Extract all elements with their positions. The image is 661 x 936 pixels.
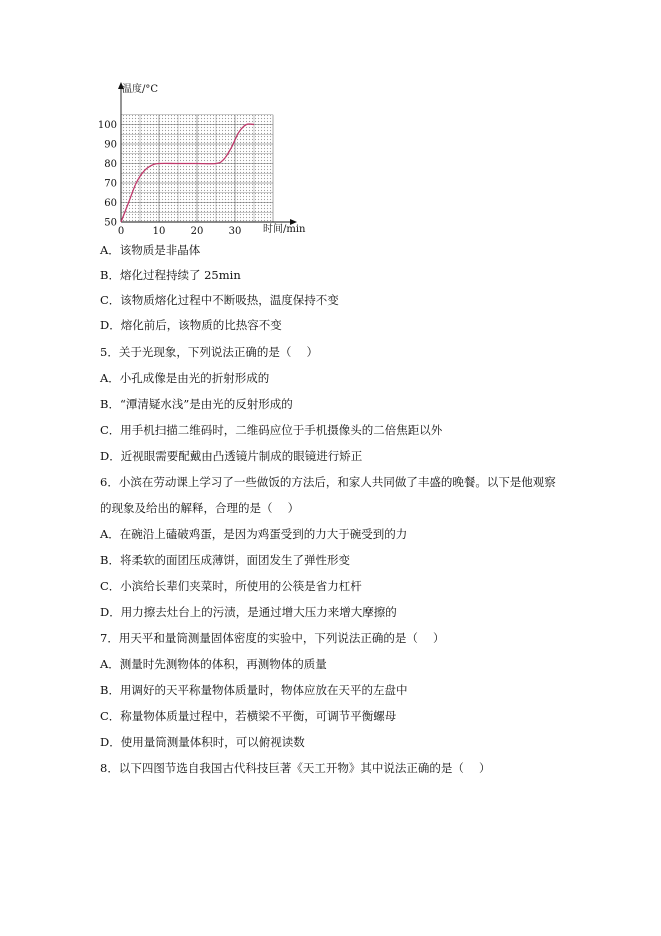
question-line: 的现象及给出的解释，合理的是（ ） (100, 501, 300, 515)
question-line: C．用手机扫描二维码时，二维码应位于手机摄像头的二倍焦距以外 (100, 423, 443, 437)
question-line: A．该物质是非晶体 (100, 243, 201, 257)
y-tick-label: 70 (104, 178, 117, 190)
y-axis-label: 温度/°C (122, 84, 159, 95)
temperature-time-chart (95, 78, 325, 238)
x-tick-label: 20 (190, 226, 204, 237)
question-line: 8．以下四图节选自我国古代科技巨著《天工开物》其中说法正确的是（ ） (100, 761, 491, 775)
question-line: D．近视眼需要配戴由凸透镜片制成的眼镜进行矫正 (100, 449, 363, 463)
question-line: 6．小滨在劳动课上学习了一些做饭的方法后，和家人共同做了丰盛的晚餐。以下是他观察 (100, 475, 556, 489)
y-tick-label: 50 (104, 217, 117, 229)
question-line: B．将柔软的面团压成薄饼，面团发生了弹性形变 (100, 553, 350, 567)
question-line: 7．用天平和量筒测量固体密度的实验中，下列说法正确的是（ ） (100, 631, 445, 645)
x-axis-label: 时间/min (263, 224, 306, 235)
question-line: B．“潭清疑水浅”是由光的反射形成的 (100, 397, 293, 411)
question-line: 5．关于光现象，下列说法正确的是（ ） (100, 345, 318, 359)
question-line: B．用调好的天平称量物体质量时，物体应放在天平的左盘中 (100, 683, 408, 697)
question-line: A．小孔成像是由光的折射形成的 (100, 371, 270, 385)
x-tick-label: 0 (117, 226, 125, 237)
y-tick-label: 90 (104, 139, 117, 151)
question-line: D．用力擦去灶台上的污渍，是通过增大压力来增大摩擦的 (100, 605, 397, 619)
y-tick-label: 100 (97, 120, 117, 131)
x-tick-label: 10 (152, 226, 166, 237)
question-line: C．称量物体质量过程中，若横梁不平衡，可调节平衡螺母 (100, 709, 397, 723)
question-line: D．熔化前后，该物质的比热容不变 (100, 318, 282, 332)
question-line: A．测量时先测物体的体积，再测物体的质量 (100, 657, 327, 671)
question-line: C．该物质熔化过程中不断吸热，温度保持不变 (100, 293, 339, 307)
question-line: B．熔化过程持续了 25min (100, 268, 241, 282)
x-tick-label: 30 (228, 226, 242, 237)
question-line: C．小滨给长辈们夹菜时，所使用的公筷是省力杠杆 (100, 579, 362, 593)
question-line: D．使用量筒测量体积时，可以俯视读数 (100, 735, 305, 749)
y-tick-label: 60 (104, 198, 117, 209)
y-tick-label: 80 (104, 159, 117, 170)
question-line: A．在碗沿上磕破鸡蛋，是因为鸡蛋受到的力大于碗受到的力 (100, 527, 408, 541)
